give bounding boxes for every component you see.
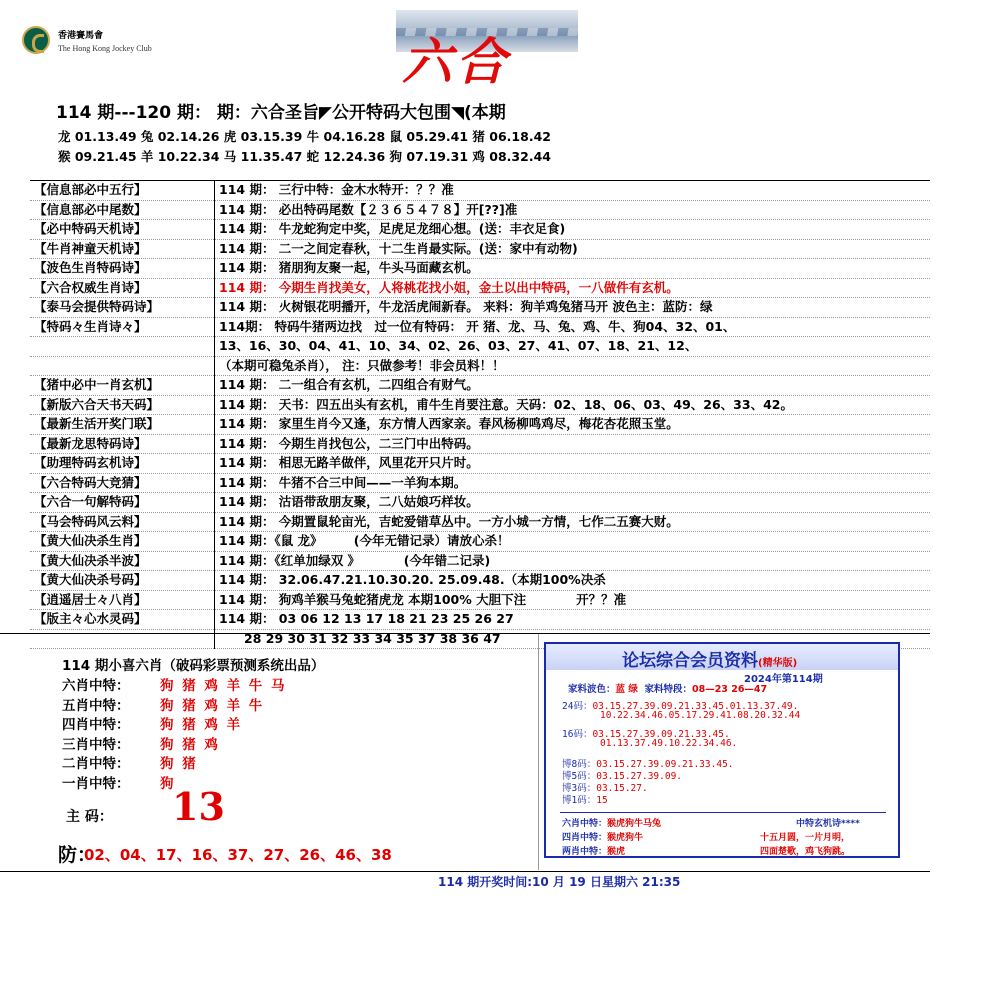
- panel-color-label: 家料波色：: [568, 684, 616, 695]
- info-row: [30, 376, 930, 396]
- panel-group-label: 16码：: [562, 729, 593, 740]
- info-table: [30, 181, 930, 649]
- info-row-key: [30, 337, 215, 357]
- info-row-key: 【六合特码大竞猜】: [30, 473, 215, 493]
- prediction-title: 114 期小喜六肖（破码彩票预测系统出品）: [62, 658, 325, 674]
- panel-group-label: 博1码：: [562, 795, 597, 806]
- info-row-key: 【最新生活开奖门联】: [30, 415, 215, 435]
- prediction-label: 六肖中特：: [62, 678, 130, 694]
- panel-group-line: [562, 792, 608, 806]
- info-row-value: 114 期：《鼠 龙》 (今年无错记录）请放心杀！: [215, 532, 931, 552]
- panel-group-numbers: 03.15.27.39.09.21.33.45.01.13.37.49.: [592, 701, 799, 712]
- info-row: [30, 317, 930, 337]
- info-row-value: 114 期： 今期生肖找美女，人将桃花找小姐，金土以出中特码，一八做件有玄机。: [215, 278, 931, 298]
- panel-title: [622, 646, 797, 671]
- panel-bottom-label: 四肖中特：: [562, 833, 608, 843]
- info-row-key: 【信息部必中尾数】: [30, 200, 215, 220]
- info-row-value: 114 期： 沽语带敌朋友聚，二八姑娘巧样妆。: [215, 493, 931, 513]
- info-row-value: 114 期： 牛龙蛇狗定中奖，足虎足龙细心想。(送：丰衣足食): [215, 220, 931, 240]
- prediction-value: 狗: [160, 775, 176, 792]
- info-row-value: 114 期： 32.06.47.21.10.30.20. 25.09.48.（本期100%决杀: [215, 571, 931, 591]
- info-row: [30, 532, 930, 552]
- prediction-value: 狗 猪: [160, 756, 198, 772]
- banner-title: 六合: [402, 33, 510, 88]
- info-row: [30, 571, 930, 591]
- poem-line-1: 十五月圆，一片月明，: [760, 833, 851, 843]
- panel-group-numbers: 01.13.37.49.10.22.34.46.: [600, 738, 738, 749]
- info-row-value: 114 期： 狗鸡羊猴马兔蛇猪虎龙 本期100% 大胆下注 开？？准: [215, 590, 931, 610]
- panel-divider: [560, 812, 886, 813]
- panel-range-value: 08—23 26—47: [691, 684, 768, 695]
- panel-group-label: 博3码：: [562, 783, 597, 794]
- info-row-value: 114 期： 今期置鼠轮亩光，吉蛇爱错草丛中。一方小城一方情，七作二五赛大财。: [215, 512, 931, 532]
- panel-color-line: [568, 681, 767, 695]
- info-row: [30, 356, 930, 376]
- info-row-value: （本期可稳兔杀肖）， 注：只做参考！非会员料！！: [215, 356, 931, 376]
- panel-bottom-label: 六肖中特：: [562, 819, 608, 829]
- info-row-key: 【黄大仙决杀生肖】: [30, 532, 215, 552]
- info-row-key: 【六合一句解特码】: [30, 493, 215, 513]
- info-row-value: 114 期： 天书：四五出头有玄机，甫牛生肖要注意。天码：02、18、06、03、49、26、33、42。: [215, 395, 931, 415]
- info-row-key: [30, 356, 215, 376]
- forum-member-panel: [544, 642, 900, 858]
- panel-group-label: 24码：: [562, 701, 593, 712]
- panel-title-sub: (精华版): [758, 658, 798, 669]
- panel-group-line-2: [600, 710, 800, 721]
- info-row-value: 114 期： 二一组合有玄机，二四组合有财气。: [215, 376, 931, 396]
- info-row-value: 114 期： 相思无路羊做伴，风里花开只片时。: [215, 454, 931, 474]
- info-row-key: 【黄大仙决杀号码】: [30, 571, 215, 591]
- info-row-value: 28 29 30 31 32 33 34 35 37 38 36 47: [215, 629, 931, 649]
- info-row-key: 【牛肖神童天机诗】: [30, 239, 215, 259]
- info-row-key: 【猪中必中一肖玄机】: [30, 376, 215, 396]
- info-row-value: 114 期： 火树银花明播开，牛龙活虎闹新春。 来料：狗羊鸡兔猪马开 波色主：蓝防：绿: [215, 298, 931, 318]
- page-title: 114 期---120 期： 期：六合圣旨◤公开特码大包围◥(本期: [56, 103, 506, 123]
- prediction-row: [62, 713, 242, 733]
- info-row-value: 114 期： 今期生肖找包公，二三门中出特码。: [215, 434, 931, 454]
- draw-time: 114 期开奖时间:10 月 19 日星期六 21:35: [438, 875, 681, 889]
- panel-bottom-row: [562, 816, 661, 829]
- main-number-label: 主 码：: [66, 809, 113, 825]
- panel-bottom-label: 两肖中特：: [562, 847, 608, 857]
- info-row-key: 【最新龙思特码诗】: [30, 434, 215, 454]
- info-row: [30, 278, 930, 298]
- panel-group-numbers: 03.15.27.39.09.21.33.45.: [592, 729, 730, 740]
- main-number-value: 13: [172, 784, 225, 829]
- prediction-label: 五肖中特：: [62, 697, 130, 714]
- info-row-key: 【六合权威生肖诗】: [30, 278, 215, 298]
- info-row: [30, 493, 930, 513]
- info-row: [30, 298, 930, 318]
- info-row: [30, 551, 930, 571]
- prediction-label: 一肖中特：: [62, 775, 130, 792]
- panel-bottom-row: [562, 844, 625, 857]
- panel-group-numbers: 10.22.34.46.05.17.29.41.08.20.32.44: [600, 710, 801, 721]
- info-row-key: 【马会特码风云料】: [30, 512, 215, 532]
- defense-value: 02、04、17、16、37、27、26、46、38: [84, 846, 392, 864]
- prediction-row: [62, 733, 220, 753]
- panel-group-label: 博8码：: [562, 759, 597, 770]
- panel-group-numbers: 15: [596, 795, 608, 806]
- info-row: [30, 200, 930, 220]
- defense-label: 防：: [58, 844, 97, 866]
- panel-bottom-row: [562, 830, 643, 843]
- info-row-value: 114 期：《红单加绿双 》 (今年错二记录): [215, 551, 931, 571]
- info-row-value: 114 期： 二一之间定春秋，十二生肖最实际。(送：家中有动物): [215, 239, 931, 259]
- info-row-value: 114期： 特码牛猪两边找 过一位有特码： 开 猪、龙、马、兔、鸡、牛、狗04、32、01、: [215, 317, 931, 337]
- info-row-key: 【新版六合天书天码】: [30, 395, 215, 415]
- panel-group-numbers: 03.15.27.: [596, 783, 648, 794]
- info-row: [30, 512, 930, 532]
- info-row: [30, 590, 930, 610]
- info-row: [30, 454, 930, 474]
- prediction-value: 狗 猪 鸡: [160, 736, 220, 753]
- banner: [396, 10, 578, 88]
- info-row-key: 【波色生肖特码诗】: [30, 259, 215, 279]
- poem-title: 中特玄机诗****: [796, 819, 860, 829]
- panel-title-text: 论坛综合会员资料: [622, 651, 758, 671]
- info-row-value: 114 期： 家里生肖今又逢，东方情人西家亲。春风杨柳鸣鸡尽，梅花杏花照玉堂。: [215, 415, 931, 435]
- info-row-value: 114 期： 牛猪不合三中间——一羊狗本期。: [215, 473, 931, 493]
- panel-bottom-value: 猴虎狗牛: [607, 833, 644, 843]
- prediction-value: 狗 猪 鸡 羊 牛 马: [160, 678, 287, 694]
- info-row: [30, 239, 930, 259]
- prediction-label: 三肖中特：: [62, 736, 130, 753]
- panel-bottom-value: 猴虎: [607, 847, 626, 857]
- info-row-value: 13、16、30、04、41、10、34、02、26、03、27、41、07、18、21、12、: [215, 337, 931, 357]
- info-row-key: 【必中特码天机诗】: [30, 220, 215, 240]
- prediction-row: [62, 694, 264, 714]
- info-row: [30, 220, 930, 240]
- prediction-label: 四肖中特：: [62, 717, 130, 733]
- poem-line-2: 四面楚歌，鸡飞狗跳。: [760, 847, 851, 857]
- panel-group-numbers: 03.15.27.39.09.21.33.45.: [596, 759, 734, 770]
- info-row-key: 【助理特码玄机诗】: [30, 454, 215, 474]
- info-row-value: 114 期： 猪朋狗友聚一起，牛头马面藏玄机。: [215, 259, 931, 279]
- prediction-row: [62, 752, 198, 772]
- info-row: [30, 259, 930, 279]
- panel-group-numbers: 03.15.27.39.09.: [596, 771, 683, 782]
- info-row-key: 【黄大仙决杀半波】: [30, 551, 215, 571]
- panel-range-label: 家料特段：: [644, 684, 692, 695]
- info-row: [30, 434, 930, 454]
- logo-en-text: The Hong Kong Jockey Club: [58, 44, 152, 53]
- info-row-value: 114 期： 03 06 12 13 17 18 21 23 25 26 27: [215, 610, 931, 630]
- info-row: [30, 337, 930, 357]
- panel-group-label: 博5码：: [562, 771, 597, 782]
- panel-issue: 2024年第114期: [744, 674, 823, 685]
- info-row-value: 114 期： 三行中特：金木水特开：？？准: [215, 181, 931, 200]
- info-row: [30, 415, 930, 435]
- logo-cn-text: 香港賽馬會: [58, 31, 104, 41]
- prediction-value: 狗 猪 鸡 羊: [160, 717, 243, 733]
- panel-bottom-value: 猴虎狗牛马兔: [607, 819, 662, 829]
- info-row: [30, 395, 930, 415]
- zodiac-line-1: 龙 01.13.49 兔 02.14.26 虎 03.15.39 牛 04.16.28 鼠 05.29.41 猪 06.18.42: [58, 129, 551, 144]
- panel-group-line-2: [600, 738, 737, 749]
- panel-color-value: 蓝 绿: [615, 684, 638, 695]
- info-row: [30, 473, 930, 493]
- info-row-key: 【信息部必中五行】: [30, 181, 215, 200]
- info-row-key: 【逍遥居士々八肖】: [30, 590, 215, 610]
- prediction-row: [62, 772, 176, 792]
- info-row-value: 114 期： 必出特码尾数【２３６５４７８】开[??]准: [215, 200, 931, 220]
- info-row-key: 【泰马会提供特码诗】: [30, 298, 215, 318]
- info-row-key: 【特码々生肖诗々】: [30, 317, 215, 337]
- info-row: [30, 610, 930, 630]
- divider: [0, 871, 930, 872]
- zodiac-line-2: 猴 09.21.45 羊 10.22.34 马 11.35.47 蛇 12.24.36 狗 07.19.31 鸡 08.32.44: [58, 149, 551, 164]
- hkjc-emblem-icon: [22, 26, 50, 54]
- prediction-label: 二肖中特：: [62, 756, 130, 772]
- info-row: [30, 181, 930, 200]
- hkjc-logo: [22, 22, 162, 62]
- prediction-value: 狗 猪 鸡 羊 牛: [160, 697, 265, 714]
- prediction-row: [62, 674, 287, 694]
- info-row-key: 【版主々心水灵码】: [30, 610, 215, 630]
